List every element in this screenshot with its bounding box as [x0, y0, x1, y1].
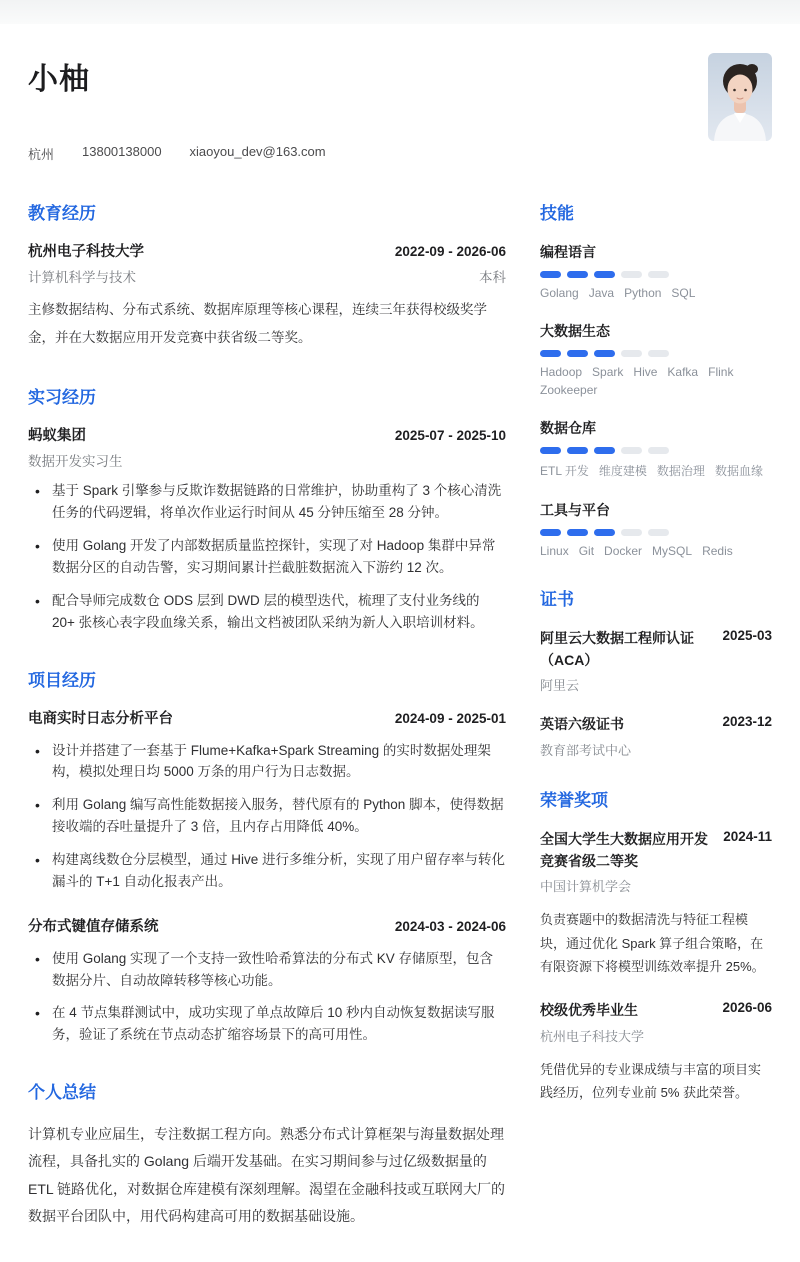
skill-level-meter	[540, 529, 772, 536]
skill-tag: Kafka	[667, 365, 699, 379]
skill-level-pill	[594, 350, 615, 357]
certificate-name: 英语六级证书	[540, 716, 624, 733]
skill-tag: SQL	[671, 286, 696, 300]
project-bullet: • 使用 Golang 实现了一个支持一致性哈希算法的分布式 KV 存储原型，包含数据分片、自动故障转移等核心功能。	[28, 948, 506, 992]
honor-issuer: 杭州电子科技大学	[540, 1028, 645, 1044]
honor-head	[540, 1000, 772, 1022]
header	[28, 50, 772, 163]
skill-tag-list	[540, 286, 772, 300]
skill-level-pill	[567, 529, 588, 536]
certificate-head	[540, 714, 772, 736]
skill-group-name: 数据仓库	[540, 420, 596, 436]
skill-tag: Flink	[708, 365, 734, 379]
honor-name: 校级优秀毕业生	[540, 1001, 638, 1018]
section-skills	[540, 199, 772, 558]
skill-tag: Linux	[540, 544, 569, 558]
skill-level-pill	[540, 529, 561, 536]
project-bullet: • 利用 Golang 编写高性能数据接入服务，替代原有的 Python 脚本，使得数据接收端的吞吐量提升了 3 倍，且内存占用降低 40%。	[28, 794, 506, 838]
project-name: 分布式键值存储系统	[28, 918, 159, 935]
skill-group-name: 工具与平台	[540, 502, 610, 518]
skill-tag: 数据治理	[656, 464, 705, 478]
project-entry-head	[28, 709, 506, 730]
education-sub-head	[28, 263, 506, 286]
profile-photo	[708, 53, 772, 141]
honors-heading: 荣誉奖项	[540, 791, 608, 811]
skill-group-name: 编程语言	[540, 244, 596, 260]
internship-bullet-list	[28, 480, 506, 633]
internship-bullet: • 配合导师完成数仓 ODS 层到 DWD 层的模型迭代，梳理了支付业务线的 20+ 张核心表字段血缘关系，输出文档被团队采纳为新人入职培训材料。	[28, 590, 506, 634]
company-name: 蚂蚁集团	[28, 428, 86, 445]
section-internship	[28, 383, 506, 633]
certificate-item	[540, 628, 772, 694]
certificate-item	[540, 714, 772, 759]
project-bullet: • 设计并搭建了一套基于 Flume+Kafka+Spark Streaming 的实时数据处理架构，模拟处理日均 5000 万条的用户行为日志数据。	[28, 740, 506, 784]
skill-tag: ETL 开发	[540, 464, 589, 478]
internship-heading: 实习经历	[28, 388, 96, 408]
project-bullet: • 构建离线数仓分层模型，通过 Hive 进行多维分析，实现了用户留存率与转化漏斗的 T+1 自动化报表产出。	[28, 849, 506, 893]
skill-level-pill	[621, 447, 642, 454]
education-description: 主修数据结构、分布式系统、数据库原理等核心课程，连续三年获得校级奖学金，并在大数据应用开发竞赛中获省级二等奖。	[28, 302, 487, 345]
skill-level-pill	[567, 350, 588, 357]
skill-tag: Hadoop	[540, 365, 583, 379]
skill-tag: Golang	[540, 286, 579, 300]
section-projects	[28, 666, 506, 1047]
education-entry	[28, 242, 506, 351]
skill-tag-list	[540, 365, 772, 397]
skill-tag: MySQL	[652, 544, 693, 558]
certificate-name: 阿里云大数据工程师认证（ACA）	[540, 630, 694, 668]
honor-date: 2026-06	[722, 999, 772, 1015]
certificate-head	[540, 628, 772, 671]
skill-level-pill	[648, 271, 669, 278]
skill-tag: Spark	[592, 365, 624, 379]
skill-tag: Zookeeper	[540, 383, 598, 397]
contact-email: xiaoyou_dev@163.com	[189, 144, 326, 159]
skill-group	[540, 321, 772, 397]
left-column	[28, 199, 506, 1262]
project-bullet-list	[28, 948, 506, 1046]
skill-level-pill	[621, 529, 642, 536]
skill-tag: Java	[588, 286, 615, 300]
skill-group	[540, 500, 772, 558]
project-bullet-list	[28, 740, 506, 893]
skill-tag-list	[540, 462, 772, 479]
project-entry-head	[28, 917, 506, 938]
skill-level-pill	[594, 529, 615, 536]
skill-level-pill	[594, 271, 615, 278]
honor-issuer: 中国计算机学会	[540, 879, 632, 895]
skill-tag: 维度建模	[598, 464, 647, 478]
internship-role: 数据开发实习生	[28, 454, 123, 470]
skill-level-pill	[594, 447, 615, 454]
skill-level-pill	[567, 271, 588, 278]
right-column	[540, 199, 772, 1262]
section-certificates	[540, 585, 772, 759]
section-summary	[28, 1078, 506, 1230]
certificate-issuer: 阿里云	[540, 678, 580, 694]
skill-level-pill	[540, 447, 561, 454]
honor-item	[540, 829, 772, 978]
skill-level-meter	[540, 447, 772, 454]
internship-entry-head	[28, 426, 506, 447]
skill-group	[540, 242, 772, 300]
education-date: 2022-09 - 2026-06	[394, 244, 506, 259]
skill-tag-list	[540, 544, 772, 558]
skill-tag: Docker	[604, 544, 643, 558]
skill-level-meter	[540, 350, 772, 357]
internship-bullet: • 使用 Golang 开发了内部数据质量监控探针，实现了对 Hadoop 集群中异常数据分区的自动告警，实习期间累计拦截脏数据流入下游约 12 次。	[28, 535, 506, 579]
certificates-heading: 证书	[540, 590, 574, 609]
summary-heading: 个人总结	[28, 1083, 96, 1103]
skill-level-pill	[648, 350, 669, 357]
project-date: 2024-03 - 2024-06	[394, 918, 506, 934]
skill-level-pill	[621, 271, 642, 278]
honor-head	[540, 829, 772, 872]
skill-group-name: 大数据生态	[540, 323, 610, 339]
header-left	[28, 50, 326, 163]
certificate-issuer: 教育部考试中心	[540, 743, 632, 759]
summary-text: 计算机专业应届生，专注数据工程方向。熟悉分布式计算框架与海量数据处理流程，具备扎实的 Golang 后端开发基础。在实习期间参与过亿级数据量的 ETL 链路优化，对数据仓库建模有深刻理解。渴望在金融科技或互联网大厂的数据平台团队中，用代码构建高可用的数据基础设施。	[28, 1126, 506, 1225]
honor-date: 2024-11	[723, 829, 772, 845]
skill-tag: Hive	[633, 365, 658, 379]
skills-heading: 技能	[540, 204, 574, 223]
honor-description: 负责赛题中的数据清洗与特征工程模块，通过优化 Spark 算子组合策略，在有限资源下将模型训练效率提升 25%。	[540, 912, 765, 974]
skill-tag: 数据血缘	[714, 464, 763, 478]
skill-level-meter	[540, 271, 772, 278]
project-entry	[28, 917, 506, 1046]
section-honors	[540, 786, 772, 1104]
contact-location: 杭州	[28, 147, 55, 162]
skill-level-pill	[540, 271, 561, 278]
education-degree: 本科	[479, 270, 506, 286]
skill-level-pill	[648, 447, 669, 454]
project-name: 电商实时日志分析平台	[28, 710, 173, 727]
project-entry	[28, 709, 506, 893]
resume-page	[0, 24, 800, 1262]
skill-tag: Git	[578, 544, 595, 558]
skill-level-pill	[648, 529, 669, 536]
contact-phone: 13800138000	[82, 144, 162, 159]
education-major: 计算机科学与技术	[28, 270, 136, 286]
projects-heading: 项目经历	[28, 670, 96, 690]
certificate-date: 2025-03	[722, 628, 772, 643]
section-education	[28, 199, 506, 351]
internship-entry	[28, 426, 506, 633]
contact-row	[28, 144, 326, 163]
honor-name: 全国大学生大数据应用开发竞赛省级二等奖	[540, 831, 708, 869]
certificate-date: 2023-12	[722, 714, 772, 730]
project-date: 2024-09 - 2025-01	[394, 710, 506, 726]
skill-level-pill	[621, 350, 642, 357]
internship-date: 2025-07 - 2025-10	[394, 428, 506, 444]
candidate-name: 小柚	[28, 63, 90, 96]
education-heading: 教育经历	[28, 204, 96, 223]
skill-level-pill	[567, 447, 588, 454]
page-top-band	[0, 0, 800, 24]
internship-bullet: • 基于 Spark 引擎参与反欺诈数据链路的日常维护，协助重构了 3 个核心清洗任务的代码逻辑，将单次作业运行时间从 45 分钟压缩至 28 分钟。	[28, 480, 506, 524]
skill-group	[540, 418, 772, 479]
school-name: 杭州电子科技大学	[28, 244, 144, 260]
project-bullet: • 在 4 节点集群测试中，成功实现了单点故障后 10 秒内自动恢复数据读写服务，验证了系统在节点动态扩缩容场景下的高可用性。	[28, 1002, 506, 1046]
honor-item	[540, 1000, 772, 1104]
skill-tag: Python	[624, 286, 662, 300]
main-content	[28, 199, 772, 1262]
education-entry-head	[28, 242, 506, 263]
skill-tag: Redis	[702, 544, 733, 558]
honor-description: 凭借优异的专业课成绩与丰富的项目实践经历，位列专业前 5% 获此荣誉。	[540, 1061, 762, 1100]
skill-level-pill	[540, 350, 561, 357]
